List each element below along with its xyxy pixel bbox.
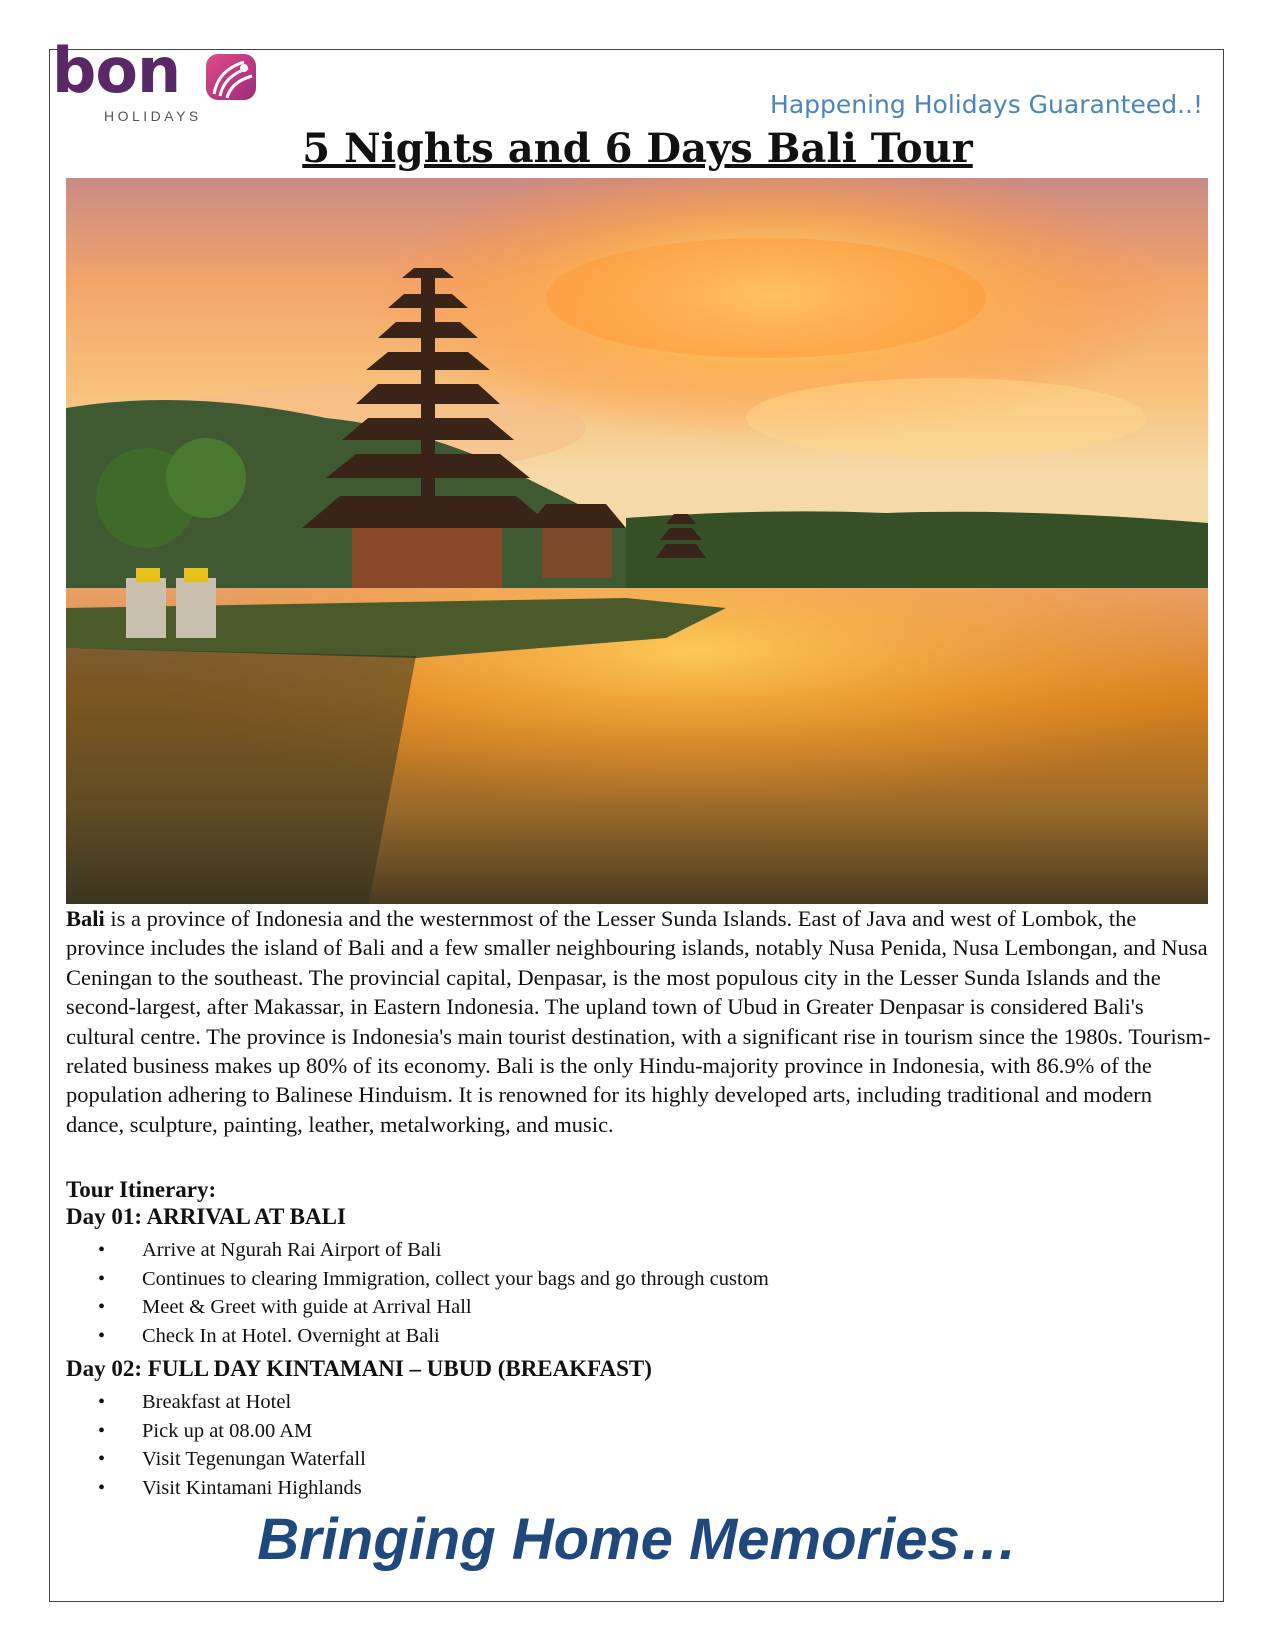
list-item-text: Arrive at Ngurah Rai Airport of Bali [142, 1239, 442, 1261]
list-item [98, 1293, 769, 1322]
list-item-text: Visit Kintamani Highlands [142, 1476, 362, 1499]
list-item-text: Meet & Greet with guide at Arrival Hall [142, 1296, 472, 1318]
bullet-icon: • [98, 1391, 106, 1413]
footer-slogan: Bringing Home Memories… [257, 1507, 1018, 1572]
list-item [98, 1388, 366, 1417]
list-item-text: Pick up at 08.00 AM [142, 1419, 313, 1442]
logo-swirl-icon [204, 52, 258, 102]
bullet-icon: • [98, 1324, 106, 1347]
intro-paragraph [66, 904, 1214, 1139]
intro-text: is a province of Indonesia and the westernmost of the Lesser Sunda Islands. East of Java and west of Lombok, the province includes the island of Bali and a few smaller neighbouring islands, notably Nusa Penida, Nusa Lembongan, and Nusa Ceningan to the southeast. The provincial capital, Denpasar, is the most populous city in the Lesser Sunda Islands and the second-largest, after Makassar, in Eastern Indonesia. The upland town of Ubud in Greater Denpasar is considered Bali's cultural centre. The province is Indonesia's main tourist destination, with a significant rise in tourism since the 1980s. Tourism-related business makes up 80% of its economy. Bali is the only Hindu-majority province in Indonesia, with 86.9% of the population adhering to Balinese Hinduism. It is renowned for its highly developed arts, including traditional and modern dance, sculpture, painting, leather, metalworking, and music. [66, 906, 1211, 1137]
bullet-icon: • [98, 1267, 106, 1290]
bullet-icon: • [98, 1448, 106, 1470]
tagline: Happening Holidays Guaranteed..! [770, 90, 1203, 119]
bali-temple-sunset-photo [66, 178, 1208, 904]
day-02-list [98, 1388, 366, 1502]
logo-subtitle: HOLIDAYS [104, 108, 202, 124]
logo-word: bon [52, 34, 181, 107]
day-01-list [98, 1236, 769, 1350]
intro-lead: Bali [66, 906, 105, 931]
list-item-text: Visit Tegenungan Waterfall [142, 1448, 366, 1470]
bullet-icon: • [98, 1476, 106, 1499]
page-title: 5 Nights and 6 Days Bali Tour [302, 125, 973, 172]
day-02-title: Day 02: FULL DAY KINTAMANI – UBUD (BREAKFAST) [66, 1356, 652, 1381]
list-item [98, 1236, 769, 1265]
list-item [98, 1417, 366, 1446]
list-item-text: Breakfast at Hotel [142, 1391, 292, 1413]
list-item [98, 1265, 769, 1294]
bon-holidays-logo [52, 34, 262, 128]
bullet-icon: • [98, 1239, 106, 1261]
list-item [98, 1445, 366, 1474]
list-item-text: Continues to clearing Immigration, collect your bags and go through custom [142, 1267, 769, 1290]
bullet-icon: • [98, 1296, 106, 1318]
list-item [98, 1474, 366, 1503]
itinerary-heading: Tour Itinerary: [66, 1177, 217, 1202]
list-item [98, 1322, 769, 1351]
bullet-icon: • [98, 1419, 106, 1442]
list-item-text: Check In at Hotel. Overnight at Bali [142, 1324, 440, 1347]
day-01-title: Day 01: ARRIVAL AT BALI [66, 1204, 346, 1229]
